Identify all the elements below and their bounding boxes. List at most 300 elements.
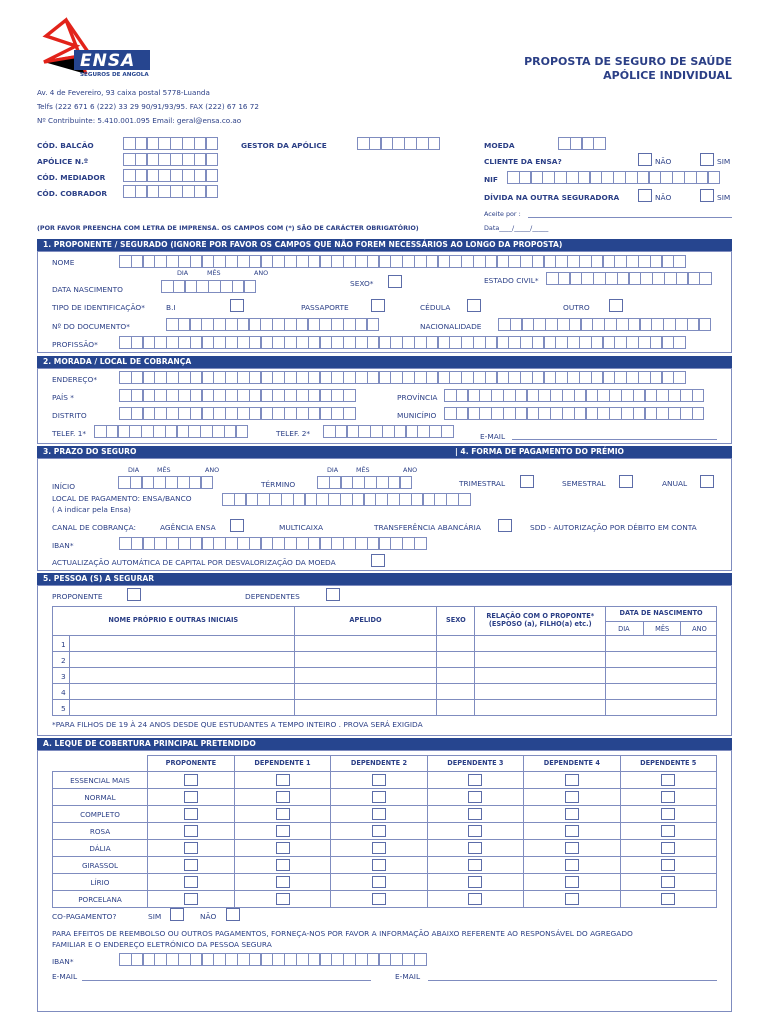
char-box[interactable] xyxy=(593,272,606,285)
char-box[interactable] xyxy=(237,537,250,550)
char-box[interactable] xyxy=(390,953,403,966)
char-box[interactable] xyxy=(142,476,155,489)
char-box[interactable] xyxy=(449,371,462,384)
char-box[interactable] xyxy=(390,371,403,384)
char-box[interactable] xyxy=(225,953,238,966)
char-box[interactable] xyxy=(515,407,528,420)
char-box[interactable] xyxy=(293,493,306,506)
coverage-checkbox[interactable] xyxy=(276,791,290,803)
cod-balcao-field[interactable] xyxy=(123,137,217,150)
char-box[interactable] xyxy=(688,272,701,285)
char-box[interactable] xyxy=(166,389,179,402)
char-box[interactable] xyxy=(331,371,344,384)
person-data-cell[interactable] xyxy=(606,700,717,716)
char-box[interactable] xyxy=(562,407,575,420)
char-box[interactable] xyxy=(444,407,457,420)
char-box[interactable] xyxy=(166,407,179,420)
num-documento-field[interactable] xyxy=(166,318,378,331)
char-box[interactable] xyxy=(416,137,429,150)
char-box[interactable] xyxy=(591,371,604,384)
char-box[interactable] xyxy=(194,169,207,182)
char-box[interactable] xyxy=(662,371,675,384)
iban-field[interactable] xyxy=(119,537,426,550)
char-box[interactable] xyxy=(579,371,592,384)
char-box[interactable] xyxy=(178,537,191,550)
char-box[interactable] xyxy=(456,389,469,402)
reembolso-email2-line[interactable] xyxy=(428,980,717,981)
coverage-checkbox[interactable] xyxy=(184,825,198,837)
divida-nao-checkbox[interactable] xyxy=(638,189,652,202)
char-box[interactable] xyxy=(586,389,599,402)
char-box[interactable] xyxy=(331,318,344,331)
char-box[interactable] xyxy=(320,537,333,550)
char-box[interactable] xyxy=(586,407,599,420)
char-box[interactable] xyxy=(249,336,262,349)
char-box[interactable] xyxy=(426,371,439,384)
char-box[interactable] xyxy=(272,371,285,384)
char-box[interactable] xyxy=(508,371,521,384)
char-box[interactable] xyxy=(213,371,226,384)
coverage-checkbox[interactable] xyxy=(276,893,290,905)
char-box[interactable] xyxy=(628,318,641,331)
char-box[interactable] xyxy=(316,493,329,506)
char-box[interactable] xyxy=(153,425,166,438)
char-box[interactable] xyxy=(673,255,686,268)
char-box[interactable] xyxy=(515,389,528,402)
char-box[interactable] xyxy=(662,336,675,349)
char-box[interactable] xyxy=(369,137,382,150)
char-box[interactable] xyxy=(379,537,392,550)
person-sexo-cell[interactable] xyxy=(437,668,475,684)
provincia-field[interactable] xyxy=(444,389,704,402)
char-box[interactable] xyxy=(638,336,651,349)
char-box[interactable] xyxy=(555,255,568,268)
char-box[interactable] xyxy=(208,280,221,293)
char-box[interactable] xyxy=(399,493,412,506)
cliente-nao-checkbox[interactable] xyxy=(638,153,652,166)
char-box[interactable] xyxy=(626,371,639,384)
char-box[interactable] xyxy=(574,407,587,420)
email-line[interactable] xyxy=(512,439,717,440)
coverage-checkbox[interactable] xyxy=(661,825,675,837)
char-box[interactable] xyxy=(319,318,332,331)
char-box[interactable] xyxy=(196,280,209,293)
char-box[interactable] xyxy=(593,137,606,150)
char-box[interactable] xyxy=(617,272,630,285)
char-box[interactable] xyxy=(188,425,201,438)
char-box[interactable] xyxy=(141,425,154,438)
char-box[interactable] xyxy=(261,371,274,384)
person-relacao-cell[interactable] xyxy=(475,636,606,652)
char-box[interactable] xyxy=(320,371,333,384)
char-box[interactable] xyxy=(166,336,179,349)
char-box[interactable] xyxy=(355,953,368,966)
char-box[interactable] xyxy=(131,407,144,420)
char-box[interactable] xyxy=(147,137,160,150)
char-box[interactable] xyxy=(519,171,532,184)
char-box[interactable] xyxy=(402,255,415,268)
char-box[interactable] xyxy=(625,171,638,184)
person-apelido-cell[interactable] xyxy=(294,636,437,652)
proponente-checkbox[interactable] xyxy=(127,588,141,601)
char-box[interactable] xyxy=(542,171,555,184)
char-box[interactable] xyxy=(613,171,626,184)
char-box[interactable] xyxy=(533,318,546,331)
char-box[interactable] xyxy=(237,389,250,402)
char-box[interactable] xyxy=(246,493,259,506)
char-box[interactable] xyxy=(468,389,481,402)
char-box[interactable] xyxy=(497,255,510,268)
char-box[interactable] xyxy=(118,476,131,489)
person-relacao-cell[interactable] xyxy=(475,652,606,668)
char-box[interactable] xyxy=(532,255,545,268)
outro-checkbox[interactable] xyxy=(609,299,623,312)
char-box[interactable] xyxy=(423,493,436,506)
char-box[interactable] xyxy=(668,389,681,402)
apolice-field[interactable] xyxy=(123,153,217,166)
char-box[interactable] xyxy=(261,953,274,966)
char-box[interactable] xyxy=(119,953,132,966)
char-box[interactable] xyxy=(143,537,156,550)
char-box[interactable] xyxy=(237,371,250,384)
char-box[interactable] xyxy=(331,407,344,420)
char-box[interactable] xyxy=(638,371,651,384)
char-box[interactable] xyxy=(237,336,250,349)
char-box[interactable] xyxy=(621,407,634,420)
char-box[interactable] xyxy=(364,493,377,506)
char-box[interactable] xyxy=(341,476,354,489)
char-box[interactable] xyxy=(367,336,380,349)
char-box[interactable] xyxy=(591,336,604,349)
char-box[interactable] xyxy=(261,336,274,349)
char-box[interactable] xyxy=(206,153,219,166)
char-box[interactable] xyxy=(194,137,207,150)
data-nascimento-field[interactable] xyxy=(161,280,255,293)
char-box[interactable] xyxy=(581,318,594,331)
char-box[interactable] xyxy=(202,389,215,402)
char-box[interactable] xyxy=(357,137,370,150)
char-box[interactable] xyxy=(343,318,356,331)
char-box[interactable] xyxy=(520,371,533,384)
char-box[interactable] xyxy=(538,407,551,420)
char-box[interactable] xyxy=(638,255,651,268)
char-box[interactable] xyxy=(213,389,226,402)
char-box[interactable] xyxy=(143,336,156,349)
coverage-checkbox[interactable] xyxy=(565,808,579,820)
char-box[interactable] xyxy=(202,255,215,268)
char-box[interactable] xyxy=(660,171,673,184)
char-box[interactable] xyxy=(284,318,297,331)
char-box[interactable] xyxy=(449,336,462,349)
coverage-checkbox[interactable] xyxy=(372,791,386,803)
char-box[interactable] xyxy=(170,169,183,182)
char-box[interactable] xyxy=(296,318,309,331)
char-box[interactable] xyxy=(379,336,392,349)
char-box[interactable] xyxy=(177,476,190,489)
char-box[interactable] xyxy=(538,389,551,402)
char-box[interactable] xyxy=(185,280,198,293)
actualizacao-checkbox[interactable] xyxy=(371,554,385,567)
char-box[interactable] xyxy=(328,493,341,506)
char-box[interactable] xyxy=(645,389,658,402)
char-box[interactable] xyxy=(400,476,413,489)
char-box[interactable] xyxy=(331,336,344,349)
char-box[interactable] xyxy=(123,169,136,182)
nacionalidade-field[interactable] xyxy=(498,318,710,331)
char-box[interactable] xyxy=(225,336,238,349)
coverage-checkbox[interactable] xyxy=(468,774,482,786)
char-box[interactable] xyxy=(249,389,262,402)
char-box[interactable] xyxy=(308,371,321,384)
person-nome-cell[interactable] xyxy=(53,684,295,700)
char-box[interactable] xyxy=(189,476,202,489)
char-box[interactable] xyxy=(438,255,451,268)
char-box[interactable] xyxy=(673,336,686,349)
char-box[interactable] xyxy=(320,255,333,268)
char-box[interactable] xyxy=(616,318,629,331)
char-box[interactable] xyxy=(692,389,705,402)
char-box[interactable] xyxy=(358,425,371,438)
coverage-checkbox[interactable] xyxy=(468,808,482,820)
char-box[interactable] xyxy=(562,389,575,402)
char-box[interactable] xyxy=(166,537,179,550)
char-box[interactable] xyxy=(213,407,226,420)
cliente-sim-checkbox[interactable] xyxy=(700,153,714,166)
char-box[interactable] xyxy=(170,153,183,166)
char-box[interactable] xyxy=(206,185,219,198)
char-box[interactable] xyxy=(531,171,544,184)
char-box[interactable] xyxy=(352,476,365,489)
char-box[interactable] xyxy=(343,371,356,384)
person-apelido-cell[interactable] xyxy=(294,652,437,668)
estado-civil-field[interactable] xyxy=(546,272,711,285)
char-box[interactable] xyxy=(473,336,486,349)
char-box[interactable] xyxy=(557,318,570,331)
char-box[interactable] xyxy=(696,171,709,184)
char-box[interactable] xyxy=(308,537,321,550)
char-box[interactable] xyxy=(182,185,195,198)
coverage-checkbox[interactable] xyxy=(372,893,386,905)
char-box[interactable] xyxy=(308,389,321,402)
char-box[interactable] xyxy=(343,336,356,349)
coverage-checkbox[interactable] xyxy=(184,893,198,905)
char-box[interactable] xyxy=(331,255,344,268)
char-box[interactable] xyxy=(672,171,685,184)
char-box[interactable] xyxy=(284,537,297,550)
char-box[interactable] xyxy=(284,407,297,420)
char-box[interactable] xyxy=(461,371,474,384)
coverage-checkbox[interactable] xyxy=(184,842,198,854)
char-box[interactable] xyxy=(579,336,592,349)
coverage-checkbox[interactable] xyxy=(468,893,482,905)
char-box[interactable] xyxy=(434,493,447,506)
char-box[interactable] xyxy=(190,336,203,349)
char-box[interactable] xyxy=(379,371,392,384)
char-box[interactable] xyxy=(394,425,407,438)
char-box[interactable] xyxy=(190,371,203,384)
char-box[interactable] xyxy=(154,407,167,420)
coverage-checkbox[interactable] xyxy=(372,876,386,888)
char-box[interactable] xyxy=(578,171,591,184)
char-box[interactable] xyxy=(272,389,285,402)
coverage-checkbox[interactable] xyxy=(276,825,290,837)
coverage-checkbox[interactable] xyxy=(184,876,198,888)
char-box[interactable] xyxy=(570,137,583,150)
char-box[interactable] xyxy=(249,537,262,550)
char-box[interactable] xyxy=(355,318,368,331)
person-sexo-cell[interactable] xyxy=(437,684,475,700)
char-box[interactable] xyxy=(522,318,535,331)
char-box[interactable] xyxy=(308,255,321,268)
char-box[interactable] xyxy=(656,407,669,420)
coverage-checkbox[interactable] xyxy=(565,876,579,888)
char-box[interactable] xyxy=(305,493,318,506)
char-box[interactable] xyxy=(320,389,333,402)
char-box[interactable] xyxy=(284,371,297,384)
char-box[interactable] xyxy=(614,371,627,384)
char-box[interactable] xyxy=(143,255,156,268)
char-box[interactable] xyxy=(367,953,380,966)
copagamento-nao-checkbox[interactable] xyxy=(226,908,240,921)
char-box[interactable] xyxy=(441,425,454,438)
char-box[interactable] xyxy=(131,255,144,268)
char-box[interactable] xyxy=(154,389,167,402)
char-box[interactable] xyxy=(367,318,380,331)
char-box[interactable] xyxy=(404,137,417,150)
inicio-field[interactable] xyxy=(118,476,212,489)
coverage-checkbox[interactable] xyxy=(276,859,290,871)
char-box[interactable] xyxy=(597,389,610,402)
dependentes-checkbox[interactable] xyxy=(326,588,340,601)
sexo-field[interactable] xyxy=(388,275,402,288)
char-box[interactable] xyxy=(550,407,563,420)
char-box[interactable] xyxy=(544,371,557,384)
char-box[interactable] xyxy=(272,336,285,349)
char-box[interactable] xyxy=(225,537,238,550)
char-box[interactable] xyxy=(165,425,178,438)
coverage-checkbox[interactable] xyxy=(565,774,579,786)
char-box[interactable] xyxy=(687,318,700,331)
person-data-cell[interactable] xyxy=(606,652,717,668)
char-box[interactable] xyxy=(444,389,457,402)
char-box[interactable] xyxy=(143,953,156,966)
char-box[interactable] xyxy=(296,537,309,550)
char-box[interactable] xyxy=(438,371,451,384)
coverage-checkbox[interactable] xyxy=(565,842,579,854)
char-box[interactable] xyxy=(178,953,191,966)
char-box[interactable] xyxy=(414,537,427,550)
char-box[interactable] xyxy=(614,336,627,349)
char-box[interactable] xyxy=(170,185,183,198)
char-box[interactable] xyxy=(485,336,498,349)
char-box[interactable] xyxy=(154,336,167,349)
char-box[interactable] xyxy=(545,318,558,331)
char-box[interactable] xyxy=(194,185,207,198)
char-box[interactable] xyxy=(272,953,285,966)
char-box[interactable] xyxy=(370,425,383,438)
char-box[interactable] xyxy=(479,389,492,402)
coverage-checkbox[interactable] xyxy=(565,825,579,837)
char-box[interactable] xyxy=(581,272,594,285)
char-box[interactable] xyxy=(225,407,238,420)
char-box[interactable] xyxy=(650,371,663,384)
char-box[interactable] xyxy=(532,371,545,384)
char-box[interactable] xyxy=(590,171,603,184)
local-pagamento-field[interactable] xyxy=(222,493,470,506)
char-box[interactable] xyxy=(237,318,250,331)
char-box[interactable] xyxy=(609,407,622,420)
coverage-checkbox[interactable] xyxy=(184,808,198,820)
char-box[interactable] xyxy=(355,537,368,550)
person-data-cell[interactable] xyxy=(606,668,717,684)
char-box[interactable] xyxy=(555,371,568,384)
char-box[interactable] xyxy=(461,255,474,268)
char-box[interactable] xyxy=(364,476,377,489)
char-box[interactable] xyxy=(555,336,568,349)
char-box[interactable] xyxy=(119,389,132,402)
char-box[interactable] xyxy=(546,272,559,285)
char-box[interactable] xyxy=(123,153,136,166)
char-box[interactable] xyxy=(224,425,237,438)
char-box[interactable] xyxy=(379,255,392,268)
char-box[interactable] xyxy=(272,255,285,268)
char-box[interactable] xyxy=(347,425,360,438)
char-box[interactable] xyxy=(296,336,309,349)
coverage-checkbox[interactable] xyxy=(661,774,675,786)
char-box[interactable] xyxy=(257,493,270,506)
char-box[interactable] xyxy=(201,476,214,489)
char-box[interactable] xyxy=(387,493,400,506)
char-box[interactable] xyxy=(147,153,160,166)
char-box[interactable] xyxy=(382,425,395,438)
char-box[interactable] xyxy=(320,953,333,966)
char-box[interactable] xyxy=(438,336,451,349)
char-box[interactable] xyxy=(461,336,474,349)
char-box[interactable] xyxy=(154,371,167,384)
char-box[interactable] xyxy=(429,425,442,438)
char-box[interactable] xyxy=(249,318,262,331)
coverage-checkbox[interactable] xyxy=(372,825,386,837)
char-box[interactable] xyxy=(381,137,394,150)
person-nome-cell[interactable] xyxy=(53,668,295,684)
char-box[interactable] xyxy=(651,318,664,331)
char-box[interactable] xyxy=(392,137,405,150)
coverage-checkbox[interactable] xyxy=(184,791,198,803)
char-box[interactable] xyxy=(390,537,403,550)
char-box[interactable] xyxy=(158,137,171,150)
copagamento-sim-checkbox[interactable] xyxy=(170,908,184,921)
char-box[interactable] xyxy=(154,953,167,966)
char-box[interactable] xyxy=(402,371,415,384)
char-box[interactable] xyxy=(485,371,498,384)
coverage-checkbox[interactable] xyxy=(661,842,675,854)
termino-field[interactable] xyxy=(317,476,411,489)
char-box[interactable] xyxy=(135,153,148,166)
char-box[interactable] xyxy=(153,476,166,489)
char-box[interactable] xyxy=(213,953,226,966)
char-box[interactable] xyxy=(402,953,415,966)
char-box[interactable] xyxy=(343,537,356,550)
cod-mediador-field[interactable] xyxy=(123,169,217,182)
coverage-checkbox[interactable] xyxy=(661,791,675,803)
coverage-checkbox[interactable] xyxy=(276,774,290,786)
char-box[interactable] xyxy=(225,255,238,268)
char-box[interactable] xyxy=(699,272,712,285)
char-box[interactable] xyxy=(296,389,309,402)
char-box[interactable] xyxy=(390,336,403,349)
coverage-checkbox[interactable] xyxy=(661,876,675,888)
municipio-field[interactable] xyxy=(444,407,704,420)
